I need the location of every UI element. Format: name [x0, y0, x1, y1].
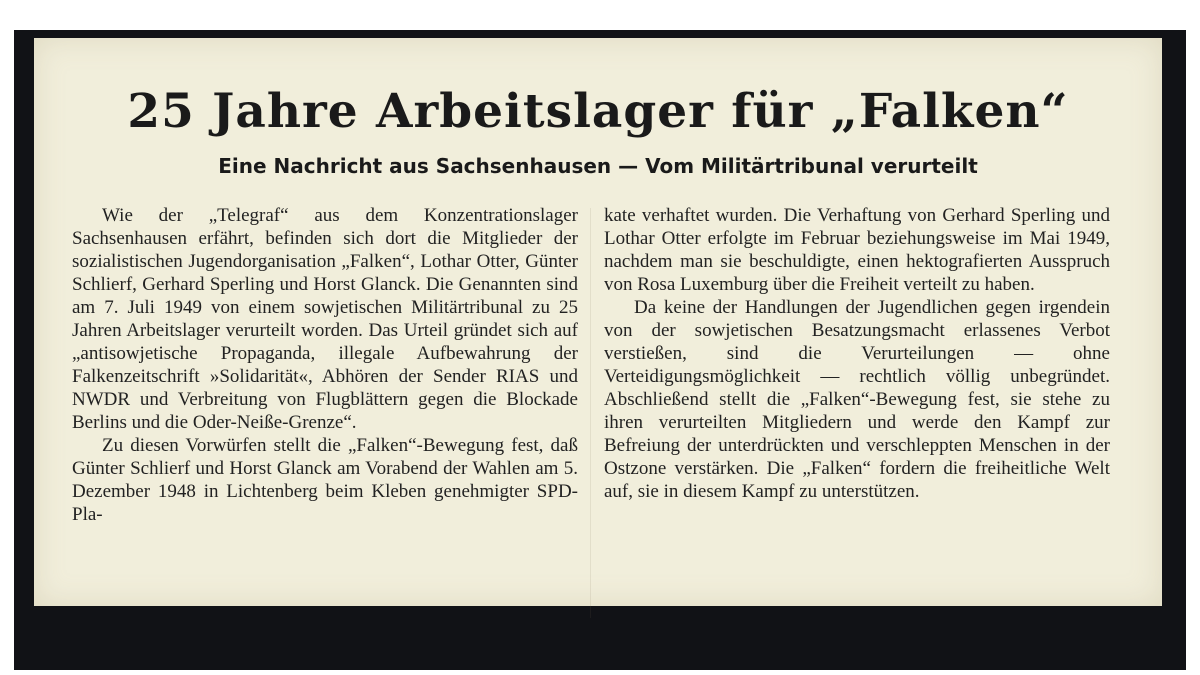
- subheadline: Eine Nachricht aus Sachsenhausen — Vom Militärtribunal verurteilt: [218, 154, 978, 178]
- paragraph-1: Wie der „Telegraf“ aus dem Konzentrationslager Sachsenhausen erfährt, befinden sich dort die Mitglieder der sozialistischen Jugendorganisation „Falken“, Lothar Otter, Günter Schlierf, Gerhard Sperling und Horst Glanck. Die Genannten sind am 7. Juli 1949 von einem sowjetischen Militärtribunal zu 25 Jahren Arbeitslager verurteilt worden. Das Urteil gründet sich auf „antisowjetische Propaganda, illegale Aufbewahrung der Falkenzeitschrift »Solidarität«, Abhören der Sender RIAS und NWDR und Verbreitung von Flugblättern gegen die Blockade Berlins und die Oder-Neiße-Grenze“.: [72, 205, 578, 433]
- paragraph-3: kate verhaftet wurden. Die Verhaftung von Gerhard Sperling und Lothar Otter erfolgte im Februar beziehungsweise im Mai 1949, nachdem man sie beschuldigte, einen hektografierten Ausspruch von Rosa Luxemburg über die Freiheit verteilt zu haben.: [604, 205, 1110, 295]
- newspaper-clipping: [34, 38, 1162, 606]
- paragraph-2: Zu diesen Vorwürfen stellt die „Falken“-Bewegung fest, daß Günter Schlierf und Horst Glanck am Vorabend der Wahlen am 5. Dezember 1948 in Lichtenberg beim Kleben genehmigter SPD-Pla-: [72, 435, 578, 525]
- paragraph-4: Da keine der Handlungen der Jugendlichen gegen irgendein von der sowjetischen Besatzungsmacht erlassenes Verbot verstießen, sind die Verurteilungen — ohne Verteidigungsmöglichkeit — rechtlich völlig unbegründet. Abschließend stellt die „Falken“-Bewegung fest, sie stehe zu ihren verurteilten Mitgliedern und werde den Kampf zur Befreiung der unterdrückten und verschleppten Menschen in der Ostzone verstärken. Die „Falken“ fordern die freiheitliche Welt auf, sie in diesem Kampf zu unterstützen.: [604, 297, 1110, 502]
- column-gutter: [590, 208, 591, 618]
- article-column-right: [604, 204, 1110, 503]
- article-column-left: [72, 204, 578, 526]
- headline: 25 Jahre Arbeitslager für „Falken“: [127, 84, 1069, 139]
